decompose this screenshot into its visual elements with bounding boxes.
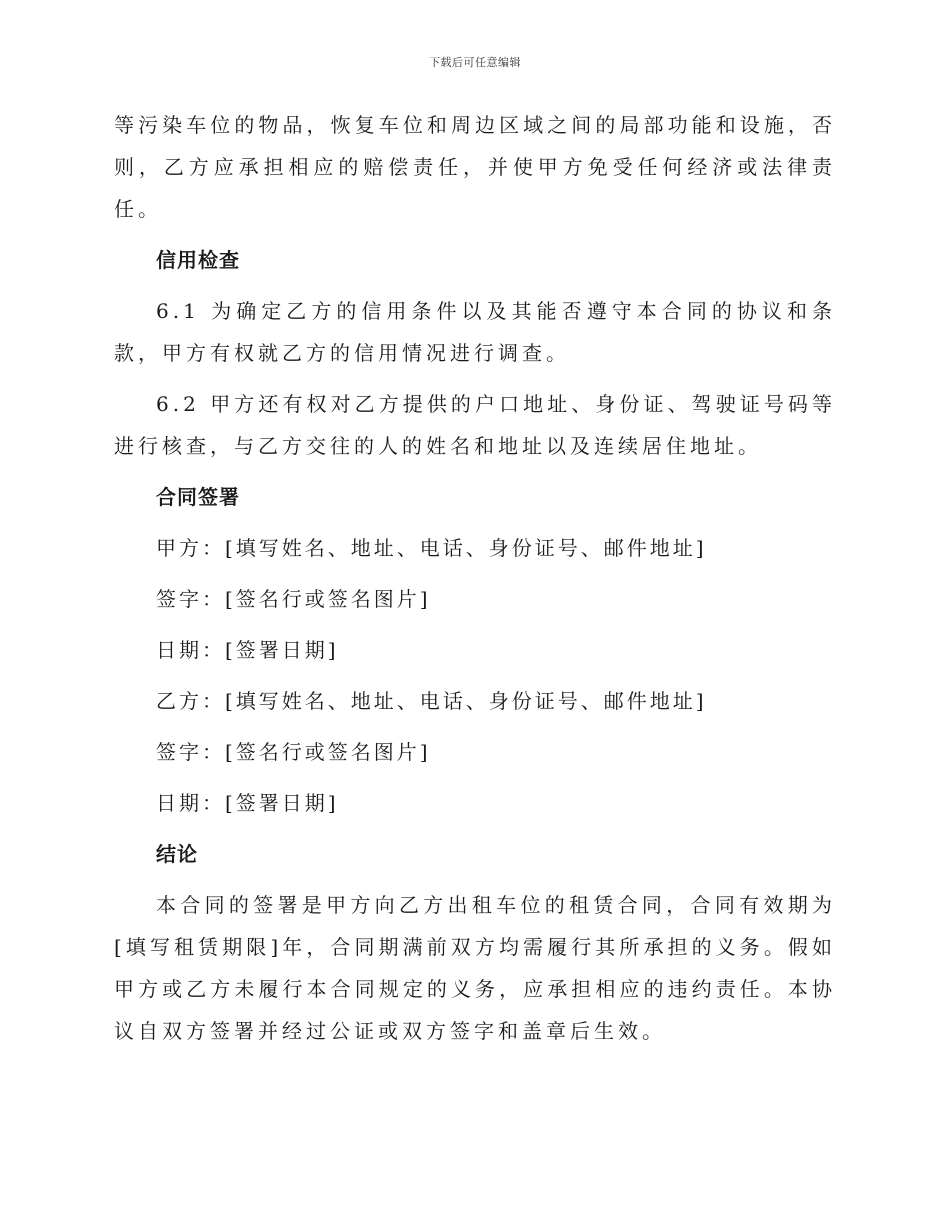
- section-heading-signing: 合同签署: [156, 485, 240, 509]
- party-a-info-field: 甲方：[填写姓名、地址、电话、身份证号、邮件地址]: [156, 536, 707, 560]
- section-heading-credit-check: 信用检查: [156, 248, 240, 272]
- clause-6-1-paragraph: 6.1 为确定乙方的信用条件以及其能否遵守本合同的协议和条款，甲方有权就乙方的信用情况进行调查。: [114, 299, 836, 365]
- party-b-info-field: 乙方：[填写姓名、地址、电话、身份证号、邮件地址]: [156, 689, 707, 713]
- party-a-signature-field: 签字：[签名行或签名图片]: [156, 587, 431, 611]
- intro-continuation-paragraph: 等污染车位的物品，恢复车位和周边区域之间的局部功能和设施，否则，乙方应承担相应的赔偿责任，并使甲方免受任何经济或法律责任。: [114, 113, 836, 221]
- party-b-date-field: 日期：[签署日期]: [156, 791, 339, 815]
- party-b-signature-field: 签字：[签名行或签名图片]: [156, 740, 431, 764]
- clause-6-2-paragraph: 6.2 甲方还有权对乙方提供的户口地址、身份证、驾驶证号码等进行核查，与乙方交往的人的姓名和地址以及连续居住地址。: [114, 392, 836, 458]
- conclusion-paragraph: 本合同的签署是甲方向乙方出租车位的租赁合同，合同有效期为[填写租赁期限]年，合同期满前双方均需履行其所承担的义务。假如甲方或乙方未履行本合同规定的义务，应承担相应的违约责任。本协议自双方签署并经过公证或双方签字和盖章后生效。: [114, 893, 836, 1043]
- document-body: [114, 104, 836, 1061]
- page-header-note: 下载后可任意编辑: [429, 56, 521, 69]
- section-heading-conclusion: 结论: [156, 842, 198, 866]
- party-a-date-field: 日期：[签署日期]: [156, 638, 339, 662]
